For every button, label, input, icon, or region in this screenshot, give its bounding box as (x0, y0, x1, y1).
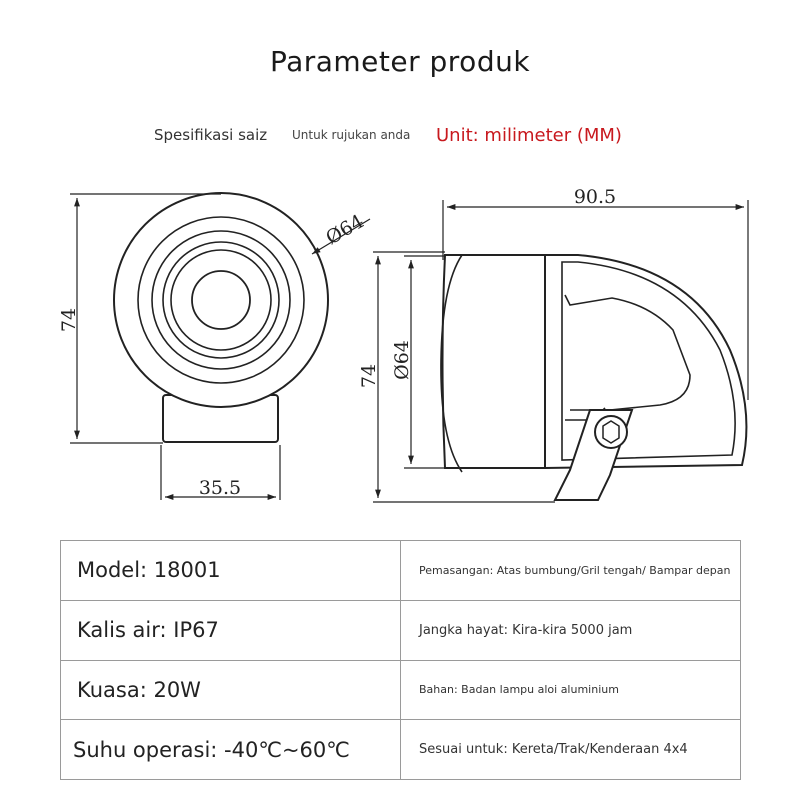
front-view (114, 193, 328, 442)
side-diameter-dim: Ø64 (391, 340, 413, 380)
unit-label: Unit: milimeter (MM) (436, 125, 622, 146)
spec-model: Model: 18001 (77, 558, 221, 583)
side-length-dim: 90.5 (573, 186, 617, 208)
front-width-dim: 35.5 (198, 477, 242, 499)
table-row (61, 660, 741, 720)
side-housing (545, 255, 746, 468)
spec-suitable-for: Sesuai untuk: Kereta/Trak/Kenderaan 4x4 (419, 742, 688, 758)
spec-operating-temp: Suhu operasi: -40℃~60℃ (73, 737, 350, 762)
page-title: Parameter produk (269, 45, 531, 78)
spec-lifespan: Jangka hayat: Kira-kira 5000 jam (419, 622, 633, 638)
reference-note: Untuk rujukan anda (292, 128, 411, 142)
front-outer-ring (114, 193, 328, 407)
side-lamp-body (443, 255, 546, 468)
side-view (441, 255, 746, 500)
table-row (61, 720, 741, 780)
spec-power: Kuasa: 20W (77, 677, 201, 702)
spec-table (60, 540, 741, 780)
spec-mounting: Pemasangan: Atas bumbung/Gril tengah/ Bampar depan (419, 563, 731, 577)
front-diameter-dim: Ø64 (322, 210, 368, 250)
size-spec-label: Spesifikasi saiz (154, 126, 268, 144)
spec-material: Bahan: Badan lampu aloi aluminium (419, 683, 619, 697)
side-height-dim: 74 (358, 363, 380, 389)
spec-waterproof: Kalis air: IP67 (77, 618, 219, 643)
front-height-dim: 74 (58, 307, 80, 333)
table-row (61, 600, 741, 660)
table-row (61, 541, 741, 601)
